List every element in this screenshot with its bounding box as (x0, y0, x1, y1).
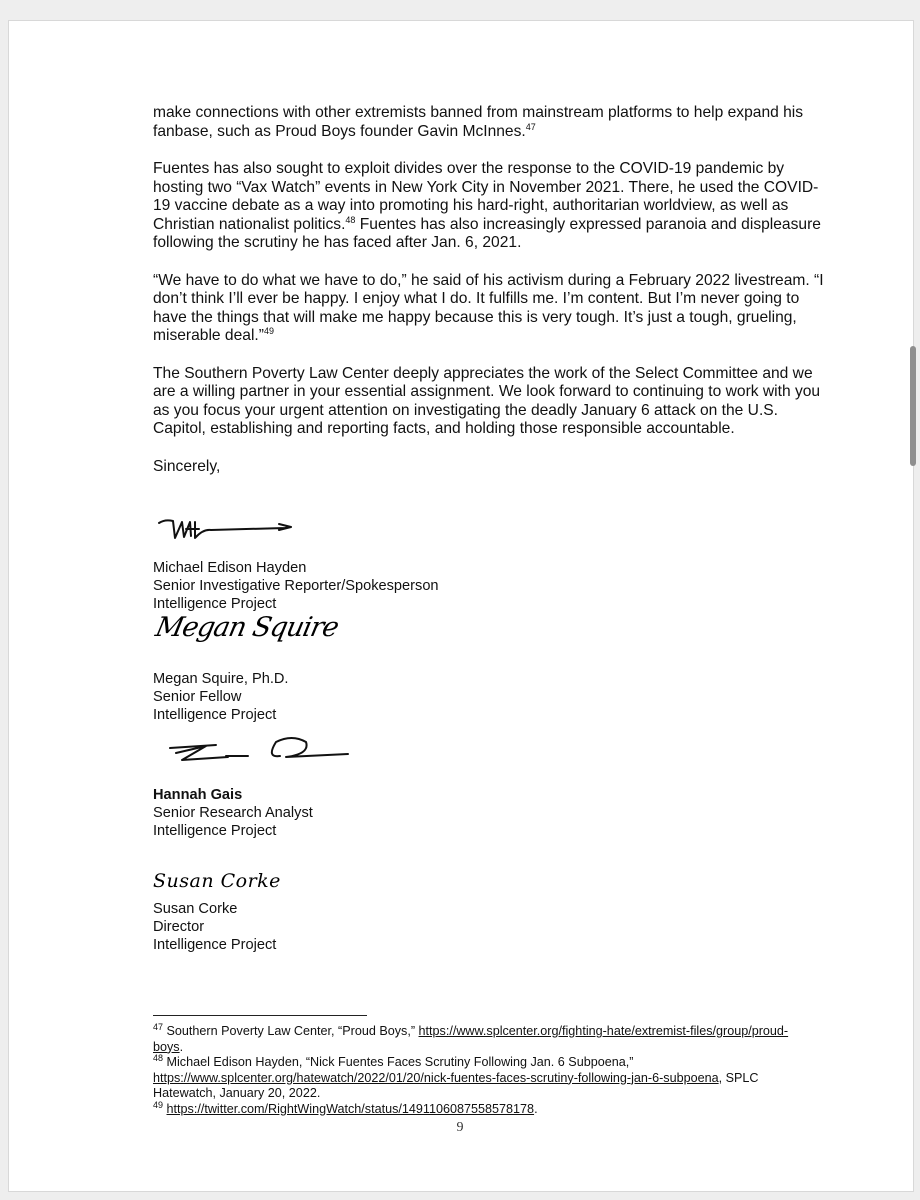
signatory-block-corke (153, 900, 573, 954)
signatory-title: Senior Investigative Reporter/Spokesperson (153, 578, 439, 594)
signatory-name: Susan Corke (153, 901, 238, 917)
scrollbar-thumb[interactable] (910, 346, 916, 466)
signature-squire: Megan Squire (152, 612, 341, 643)
signatory-name: Megan Squire, Ph.D. (153, 671, 289, 687)
signature-corke: Susan Corke (153, 870, 281, 892)
page-number: 9 (456, 1120, 464, 1135)
letter-body (153, 104, 833, 476)
paragraph-2: Fuentes has also sought to exploit divides over the response to the COVID-19 pandemic by hosting two “Vax Watch” events in New York City in November 2021. There, he used the COVID-19 vaccine debate as a way into promoting his hard-right, authoritarian worldview, as well as Christian nationalist politics.$^{48}$ Fuentes has also increasingly expressed paranoia and displeasure following the scrutiny he has faced after Jan. 6, 2021. (153, 160, 821, 251)
signatory-org: Intelligence Project (153, 937, 277, 953)
signatory-block-gais (153, 786, 573, 840)
footnote-ref-49[interactable]: 49 (263, 325, 274, 336)
signatory-org: Intelligence Project (153, 596, 277, 612)
paragraph-1: make connections with other extremists banned from mainstream platforms to help expand his fanbase, such as Proud Boys founder Gavin McInnes.$^{47}$ (153, 104, 804, 140)
signatory-name: Michael Edison Hayden (153, 560, 307, 576)
footnote-ref-47[interactable]: 47 (525, 121, 536, 132)
footnote-link[interactable]: https://www.splcenter.org/fighting-hate/extremist-files/group/proud-boys (153, 1024, 789, 1054)
signature-gais (166, 732, 356, 764)
closing: Sincerely, (153, 457, 221, 475)
paragraph-3: “We have to do what we have to do,” he said of his activism during a February 2022 livestream. “I don’t think I’ll ever be happy. I enjoy what I do. It fulfills me. I’m content. But I’m never going to have the things that will make me happy because this is very tough. It’s just a tough, grueling, miserable deal.”$^{49}$ (153, 271, 824, 344)
footnote-48: $^{48}$ Michael Edison Hayden, “Nick Fuentes Faces Scrutiny Following Jan. 6 Subpoena,” https://www.splcenter.org/hatewatch/2022/01/20/nick-fuentes-faces-scrutiny-following-jan-6-subpoena, SPLC Hatewatch, January 20, 2022. (153, 1052, 759, 1100)
footnotes (153, 1021, 813, 1117)
signature-hayden (153, 514, 298, 542)
paragraph-4: The Southern Poverty Law Center deeply appreciates the work of the Select Committee and we are a willing partner in your essential assignment. We look forward to continuing to work with you as you focus your urgent attention on investigating the deadly January 6 attack on the U.S. Capitol, establishing and reporting facts, and holding those responsible accountable. (153, 364, 821, 437)
signatory-title: Director (153, 919, 205, 935)
footnote-link[interactable]: https://twitter.com/RightWingWatch/status/1491106087558578178 (166, 1101, 535, 1116)
signatory-org: Intelligence Project (153, 707, 277, 723)
signatory-title: Senior Fellow (153, 689, 242, 705)
footnote-divider (153, 1015, 367, 1016)
signatory-name: Hannah Gais (153, 787, 243, 803)
signatory-title: Senior Research Analyst (153, 805, 313, 821)
signatory-block-squire (153, 670, 573, 724)
footnote-49: $^{49}$ https://twitter.com/RightWingWatch/status/1491106087558578178. (153, 1099, 538, 1116)
signatory-block-hayden (153, 559, 573, 613)
footnote-link[interactable]: https://www.splcenter.org/hatewatch/2022/01/20/nick-fuentes-faces-scrutiny-following-jan-6-subpoena (153, 1070, 719, 1085)
footnote-47: $^{47}$ Southern Poverty Law Center, “Proud Boys,” https://www.splcenter.org/fighting-hate/extremist-files/group/proud-boys. (153, 1021, 789, 1054)
signatory-org: Intelligence Project (153, 823, 277, 839)
footnote-ref-48[interactable]: 48 (345, 214, 356, 225)
